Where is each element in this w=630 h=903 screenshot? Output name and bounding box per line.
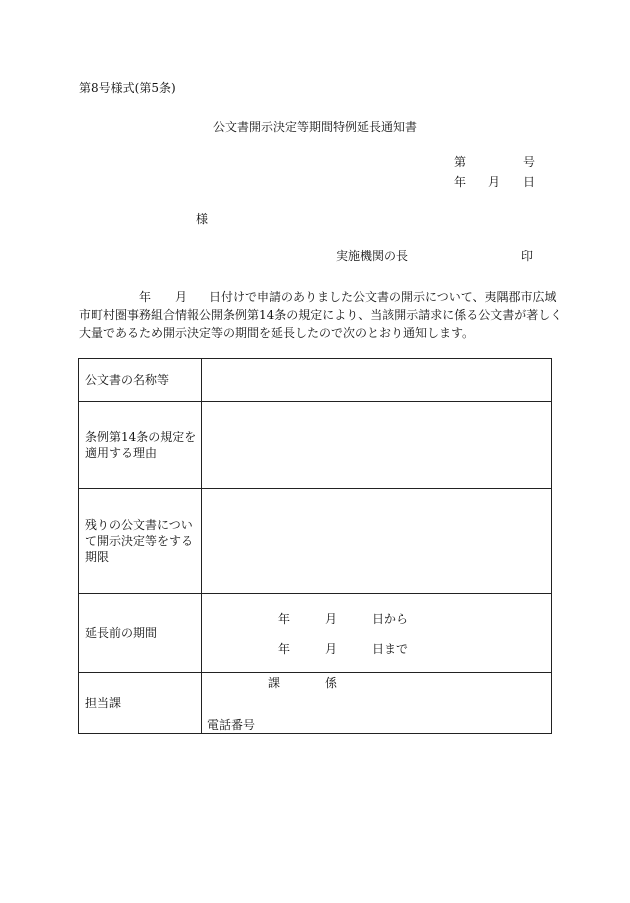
body-line-2: 市町村圏事務組合情報公開条例第14条の規定により、当該開示請求に係る公文書が著しく (79, 308, 563, 322)
deadline-label-line-3: 期限 (85, 550, 110, 564)
period-to-year: 年 (278, 642, 291, 656)
details-table (78, 358, 552, 734)
document-name-label: 公文書の名称等 (79, 359, 202, 402)
form-number: 第8号様式(第5条) (79, 81, 176, 95)
reason-label-line-1: 条例第14条の規定を (85, 430, 197, 444)
date-day: 日 (523, 175, 536, 189)
body-year: 年 (139, 290, 152, 304)
section-ka: 課 (268, 676, 281, 690)
period-from-day: 日から (372, 612, 409, 626)
date-month: 月 (488, 175, 501, 189)
period-value (202, 594, 552, 673)
deadline-label-line-1: 残りの公文書につい (85, 518, 193, 532)
reason-label-line-2: 適用する理由 (85, 446, 158, 460)
seal-mark: 印 (521, 249, 534, 263)
body-month: 月 (175, 290, 188, 304)
reason-value (202, 402, 552, 489)
table-row (79, 673, 552, 734)
department-label: 担当課 (79, 673, 202, 734)
deadline-value (202, 489, 552, 594)
period-label: 延長前の期間 (79, 594, 202, 673)
document-name-value (202, 359, 552, 402)
phone-label: 電話番号 (207, 718, 256, 732)
document-title: 公文書開示決定等期間特例延長通知書 (212, 120, 417, 134)
period-to-month: 月 (325, 642, 338, 656)
addressee-honorific: 様 (196, 212, 209, 226)
date-year: 年 (454, 175, 467, 189)
sender-label: 実施機関の長 (336, 249, 409, 263)
period-from-year: 年 (278, 612, 291, 626)
deadline-label-line-2: て開示決定等をする (85, 534, 194, 548)
notice-body (79, 288, 563, 342)
doc-number-prefix: 第 (454, 155, 467, 169)
section-kakari: 係 (325, 676, 338, 690)
body-line-1 (79, 288, 557, 306)
period-to-day: 日まで (372, 642, 409, 656)
period-from-month: 月 (325, 612, 338, 626)
reason-label (79, 402, 202, 489)
table-row (79, 402, 552, 489)
table-row (79, 489, 552, 594)
department-value (202, 673, 552, 734)
doc-number-suffix: 号 (523, 155, 536, 169)
table-row (79, 594, 552, 673)
body-line-1-text: 日付けで申請のありました公文書の開示について、夷隅郡市広域 (209, 290, 557, 304)
body-line-3: 大量であるため開示決定等の期間を延長したので次のとおり通知します。 (79, 326, 475, 340)
deadline-label (79, 489, 202, 594)
table-row (79, 359, 552, 402)
